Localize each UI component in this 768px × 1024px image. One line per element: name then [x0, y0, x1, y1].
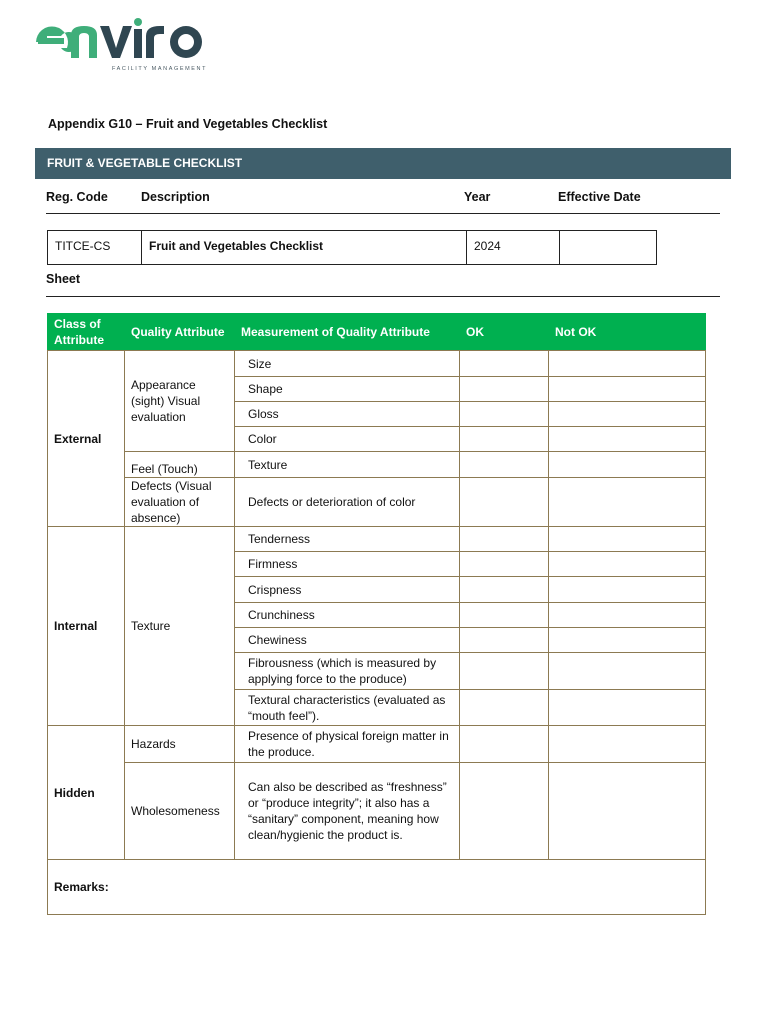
ok-checkbox-cell[interactable]	[460, 527, 549, 552]
year-value: 2024	[467, 231, 560, 264]
not-ok-checkbox-cell[interactable]	[549, 577, 706, 603]
measurement-cell: Chewiness	[235, 628, 460, 653]
ok-checkbox-cell[interactable]	[460, 726, 549, 763]
measurement-cell: Size	[235, 351, 460, 377]
measurement-cell: Gloss	[235, 402, 460, 427]
class-internal: Internal	[48, 527, 125, 726]
not-ok-checkbox-cell[interactable]	[549, 603, 706, 628]
table-row	[48, 478, 706, 527]
remarks-row	[48, 860, 706, 915]
table-row	[48, 452, 706, 478]
measurement-cell: Presence of physical foreign matter in the produce.	[235, 726, 460, 763]
ok-checkbox-cell[interactable]	[460, 552, 549, 577]
reg-code-value: TITCE-CS	[48, 231, 142, 264]
not-ok-checkbox-cell[interactable]	[549, 726, 706, 763]
ok-checkbox-cell[interactable]	[460, 478, 549, 527]
ok-checkbox-cell[interactable]	[460, 690, 549, 726]
col-class-header: Class of Attribute	[48, 314, 125, 351]
ok-checkbox-cell[interactable]	[460, 402, 549, 427]
quality-defects: Defects (Visual evaluation of absence)	[125, 478, 235, 527]
quality-texture: Texture	[125, 527, 235, 726]
sheet-divider	[46, 296, 720, 297]
table-row	[48, 726, 706, 763]
ok-checkbox-cell[interactable]	[460, 351, 549, 377]
header-divider	[46, 213, 720, 214]
table-row	[48, 763, 706, 860]
not-ok-checkbox-cell[interactable]	[549, 351, 706, 377]
col-quality-header: Quality Attribute	[125, 314, 235, 351]
ok-checkbox-cell[interactable]	[460, 763, 549, 860]
effective-date-value	[560, 231, 656, 264]
not-ok-checkbox-cell[interactable]	[549, 552, 706, 577]
measurement-cell: Crispness	[235, 577, 460, 603]
registration-row	[47, 230, 657, 265]
checklist-banner: FRUIT & VEGETABLE CHECKLIST	[35, 148, 731, 179]
ok-checkbox-cell[interactable]	[460, 577, 549, 603]
year-heading: Year	[464, 190, 491, 204]
not-ok-checkbox-cell[interactable]	[549, 628, 706, 653]
not-ok-checkbox-cell[interactable]	[549, 690, 706, 726]
not-ok-checkbox-cell[interactable]	[549, 377, 706, 402]
measurement-cell: Defects or deterioration of color	[235, 478, 460, 527]
not-ok-checkbox-cell[interactable]	[549, 452, 706, 478]
table-row	[48, 351, 706, 377]
ok-checkbox-cell[interactable]	[460, 653, 549, 690]
not-ok-checkbox-cell[interactable]	[549, 763, 706, 860]
effective-date-heading: Effective Date	[558, 190, 641, 204]
table-header-row	[48, 314, 706, 351]
reg-code-heading: Reg. Code	[46, 190, 108, 204]
ok-checkbox-cell[interactable]	[460, 452, 549, 478]
remarks-field[interactable]: Remarks:	[48, 860, 706, 915]
quality-hazards: Hazards	[125, 726, 235, 763]
ok-checkbox-cell[interactable]	[460, 628, 549, 653]
enviro-logo	[34, 18, 224, 78]
table-row	[48, 527, 706, 552]
col-measurement-header: Measurement of Quality Attribute	[235, 314, 460, 351]
ok-checkbox-cell[interactable]	[460, 603, 549, 628]
measurement-cell: Textural characteristics (evaluated as “mouth feel”).	[235, 690, 460, 726]
class-hidden: Hidden	[48, 726, 125, 860]
measurement-cell: Firmness	[235, 552, 460, 577]
checklist-table	[47, 313, 706, 915]
logo-tagline: FACILITY MANAGEMENT	[112, 66, 208, 72]
col-ok-header: OK	[460, 314, 549, 351]
measurement-cell: Color	[235, 427, 460, 452]
measurement-cell: Tenderness	[235, 527, 460, 552]
quality-feel: Feel (Touch)	[125, 452, 235, 478]
not-ok-checkbox-cell[interactable]	[549, 478, 706, 527]
description-heading: Description	[141, 190, 210, 204]
measurement-cell: Can also be described as “freshness” or “produce integrity”; it also has a “sanitary” component, meaning how clean/hygienic the product is.	[235, 763, 460, 860]
measurement-cell: Texture	[235, 452, 460, 478]
not-ok-checkbox-cell[interactable]	[549, 427, 706, 452]
description-value: Fruit and Vegetables Checklist	[142, 231, 467, 264]
measurement-cell: Crunchiness	[235, 603, 460, 628]
ok-checkbox-cell[interactable]	[460, 377, 549, 402]
sheet-label: Sheet	[46, 272, 81, 286]
not-ok-checkbox-cell[interactable]	[549, 527, 706, 552]
ok-checkbox-cell[interactable]	[460, 427, 549, 452]
quality-appearance: Appearance (sight) Visual evaluation	[125, 351, 235, 452]
enviro-logo-mark	[34, 18, 224, 62]
class-external: External	[48, 351, 125, 527]
measurement-cell: Fibrousness (which is measured by applying force to the produce)	[235, 653, 460, 690]
not-ok-checkbox-cell[interactable]	[549, 653, 706, 690]
quality-wholesomeness: Wholesomeness	[125, 763, 235, 860]
not-ok-checkbox-cell[interactable]	[549, 402, 706, 427]
measurement-cell: Shape	[235, 377, 460, 402]
appendix-title: Appendix G10 – Fruit and Vegetables Checklist	[48, 117, 328, 131]
col-notok-header: Not OK	[549, 314, 706, 351]
